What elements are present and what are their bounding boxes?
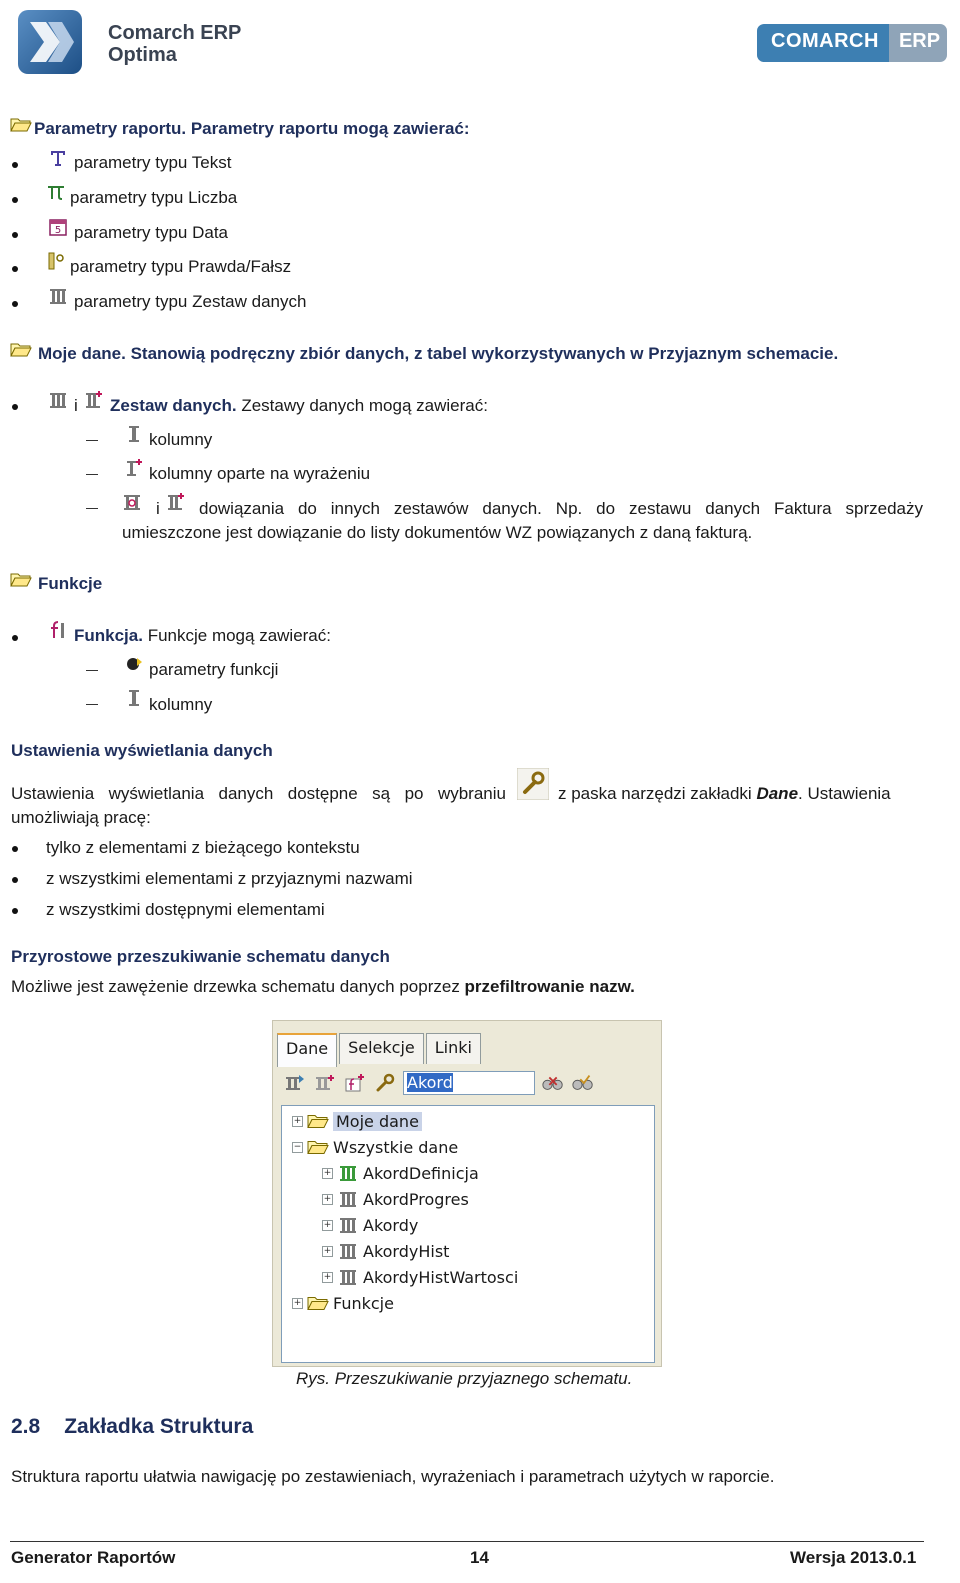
expand-toggle[interactable]: +	[293, 1297, 302, 1308]
dataset-param-icon	[48, 286, 68, 306]
svg-text:5: 5	[54, 225, 62, 236]
dataset-icon	[48, 390, 68, 410]
open-folder-icon	[10, 572, 32, 587]
dash	[86, 474, 98, 475]
add-expression-icon	[314, 1073, 336, 1093]
tree-node-akordprogres[interactable]	[322, 1188, 469, 1210]
collapse-toggle[interactable]: −	[293, 1141, 302, 1152]
bullet	[12, 266, 18, 272]
section-number: 2.8	[11, 1415, 41, 1438]
column-icon	[124, 424, 144, 444]
footer-title: Generator Raportów	[11, 1548, 176, 1567]
param-number-label: parametry typu Liczba	[70, 188, 238, 207]
section-heading	[11, 1414, 253, 1440]
add-function-icon	[344, 1073, 366, 1093]
date-param-icon	[48, 217, 68, 237]
bool-param-icon	[46, 251, 66, 271]
tree-node-akordy[interactable]	[322, 1214, 418, 1236]
logo-erp-text: ERP	[889, 24, 947, 62]
expand-toggle[interactable]: +	[293, 1115, 302, 1126]
dash	[86, 508, 98, 509]
folder-icon	[307, 1295, 329, 1311]
tree-label: Wszystkie dane	[333, 1137, 459, 1157]
display-para-part2: z paska narzędzi zakładki	[558, 784, 752, 803]
table-icon	[337, 1215, 359, 1235]
display-para-italic: Dane	[756, 784, 799, 803]
tree-label: Moje dane	[333, 1112, 422, 1131]
add-dataset-icon	[284, 1073, 306, 1093]
folder-icon	[307, 1113, 329, 1129]
wrench-settings-icon[interactable]	[517, 768, 549, 800]
brand-line2: Optima	[108, 44, 177, 66]
params-heading: Parametry raportu. Parametry raportu mogą zawierać:	[34, 119, 470, 138]
tree-node-funkcje[interactable]	[292, 1292, 394, 1314]
function-icon	[46, 620, 66, 640]
add-expression-button[interactable]	[313, 1071, 337, 1095]
tree-node-akordyhistwartosci[interactable]	[322, 1266, 518, 1288]
bullet	[12, 197, 18, 203]
binoculars-icon	[541, 1073, 565, 1093]
schema-screenshot	[272, 1020, 662, 1367]
search-value: Akord	[407, 1073, 453, 1092]
links-line1: dowiązania do innych zestawów danych. Np. do zestawu danych Faktura sprzedaży	[199, 499, 923, 518]
tree-node-moje-dane[interactable]	[292, 1110, 422, 1132]
function-description	[74, 625, 331, 647]
display-para-part3: . Ustawienia	[798, 784, 891, 803]
logo-comarch-text: COMARCH	[757, 24, 889, 62]
display-settings-button[interactable]	[373, 1071, 397, 1095]
bullet	[12, 877, 18, 883]
tree-label: AkordDefinicja	[363, 1163, 479, 1183]
tree-node-akordyhist[interactable]	[322, 1240, 449, 1262]
display-settings-heading: Ustawienia wyświetlania danych	[11, 741, 273, 760]
structure-para: Struktura raportu ułatwia nawigację po zestawieniach, wyrażeniach i parametrach użytych w raporcie.	[11, 1467, 775, 1486]
expand-toggle[interactable]: +	[323, 1271, 332, 1282]
dash	[86, 440, 98, 441]
comarch-erp-logo	[757, 24, 947, 62]
bullet	[12, 232, 18, 238]
binoculars-filter-icon	[571, 1073, 595, 1093]
dataset-rest: Zestawy danych mogą zawierać:	[236, 396, 488, 415]
bullet	[12, 162, 18, 168]
functions-heading: Funkcje	[38, 574, 103, 593]
wrench-icon	[374, 1072, 396, 1094]
links-line2: umieszczone jest dowiązanie do listy dokumentów WZ powiązanych z daną fakturą.	[122, 523, 753, 542]
and-text: i	[156, 499, 160, 518]
columns-label: kolumny	[149, 430, 213, 449]
column-icon	[124, 688, 144, 708]
function-rest: Funkcje mogą zawierać:	[142, 626, 331, 645]
search-para	[11, 976, 635, 998]
number-param-icon	[46, 183, 66, 203]
add-dataset-button[interactable]	[283, 1071, 307, 1095]
link-expression-icon	[166, 492, 186, 512]
search-para-plain: Możliwe jest zawężenie drzewka schematu danych poprzez	[11, 977, 465, 996]
text-param-icon	[48, 148, 68, 168]
table-icon	[337, 1189, 359, 1209]
function-param-icon	[124, 654, 144, 674]
dash	[86, 670, 98, 671]
dataset-expression-icon	[84, 390, 104, 410]
tree-node-wszystkie-dane[interactable]	[292, 1136, 458, 1158]
bullet	[12, 908, 18, 914]
function-bold: Funkcja.	[74, 626, 143, 645]
display-option-1: tylko z elementami z bieżącego kontekstu	[46, 838, 360, 857]
folder-icon	[307, 1139, 329, 1155]
display-para-part1: Ustawienia wyświetlania danych dostępne są po wybraniu	[11, 784, 506, 803]
footer-divider	[10, 1541, 924, 1542]
tab-linki[interactable]: Linki	[426, 1033, 481, 1064]
search-para-bold: przefiltrowanie nazw.	[464, 977, 635, 996]
open-folder-icon	[10, 117, 32, 132]
tab-dane[interactable]: Dane	[277, 1033, 337, 1067]
display-option-3: z wszystkimi dostępnymi elementami	[46, 900, 325, 919]
add-function-button[interactable]	[343, 1071, 367, 1095]
display-option-2: z wszystkimi elementami z przyjaznymi nazwami	[46, 869, 413, 888]
expand-toggle[interactable]: +	[323, 1245, 332, 1256]
param-dataset-label: parametry typu Zestaw danych	[74, 292, 307, 311]
dataset-bold: Zestaw danych.	[110, 396, 237, 415]
param-date-label: parametry typu Data	[74, 223, 229, 242]
schema-toolbar	[283, 1069, 595, 1097]
expand-toggle[interactable]: +	[323, 1219, 332, 1230]
display-para-rest	[558, 783, 923, 805]
display-para-line2: umożliwiają pracę:	[11, 808, 151, 827]
tree-label: AkordyHist	[363, 1241, 450, 1261]
expand-toggle[interactable]: +	[323, 1193, 332, 1204]
search-clear-button[interactable]	[571, 1071, 595, 1095]
tab-selekcje[interactable]: Selekcje	[339, 1033, 424, 1064]
and-text: i	[74, 396, 78, 415]
function-params-label: parametry funkcji	[149, 660, 279, 679]
param-bool-label: parametry typu Prawda/Fałsz	[70, 257, 292, 276]
bullet	[12, 404, 18, 410]
tree-label: AkordProgres	[363, 1189, 469, 1209]
bullet	[12, 301, 18, 307]
param-text-label: parametry typu Tekst	[74, 153, 232, 172]
table-icon	[337, 1241, 359, 1261]
table-icon	[337, 1163, 359, 1183]
tree-label: Akordy	[363, 1215, 419, 1235]
comarch-erp-optima-logo	[16, 8, 84, 76]
schema-tabs	[277, 1033, 483, 1061]
search-heading: Przyrostowe przeszukiwanie schematu danych	[11, 947, 390, 966]
dataset-description	[110, 395, 488, 417]
expand-toggle[interactable]: +	[323, 1167, 332, 1178]
tree-node-akorddefinicja[interactable]	[322, 1162, 479, 1184]
expr-columns-label: kolumny oparte na wyrażeniu	[149, 464, 371, 483]
tree-label: Funkcje	[333, 1293, 394, 1313]
search-next-button[interactable]	[541, 1071, 565, 1095]
bullet	[12, 635, 18, 641]
tree-label: AkordyHistWartosci	[363, 1267, 519, 1287]
dash	[86, 704, 98, 705]
function-columns-label: kolumny	[149, 695, 213, 714]
expression-column-icon	[124, 458, 144, 478]
figure-caption: Rys. Przeszukiwanie przyjaznego schematu.	[296, 1369, 633, 1388]
mydata-heading: Moje dane. Stanowią podręczny zbiór danych, z tabel wykorzystywanych w Przyjaznym schemacie.	[38, 344, 839, 363]
footer-version: Wersja 2013.0.1	[790, 1548, 917, 1567]
section-title: Zakładka Struktura	[64, 1415, 254, 1438]
open-folder-icon	[10, 342, 32, 357]
bullet	[12, 846, 18, 852]
table-icon	[337, 1267, 359, 1287]
brand-name	[108, 22, 241, 66]
link-icon	[122, 492, 142, 512]
schema-tree	[281, 1105, 655, 1363]
schema-search-input[interactable]	[403, 1071, 535, 1095]
brand-line1: Comarch ERP	[108, 22, 242, 44]
page-number: 14	[470, 1548, 489, 1567]
